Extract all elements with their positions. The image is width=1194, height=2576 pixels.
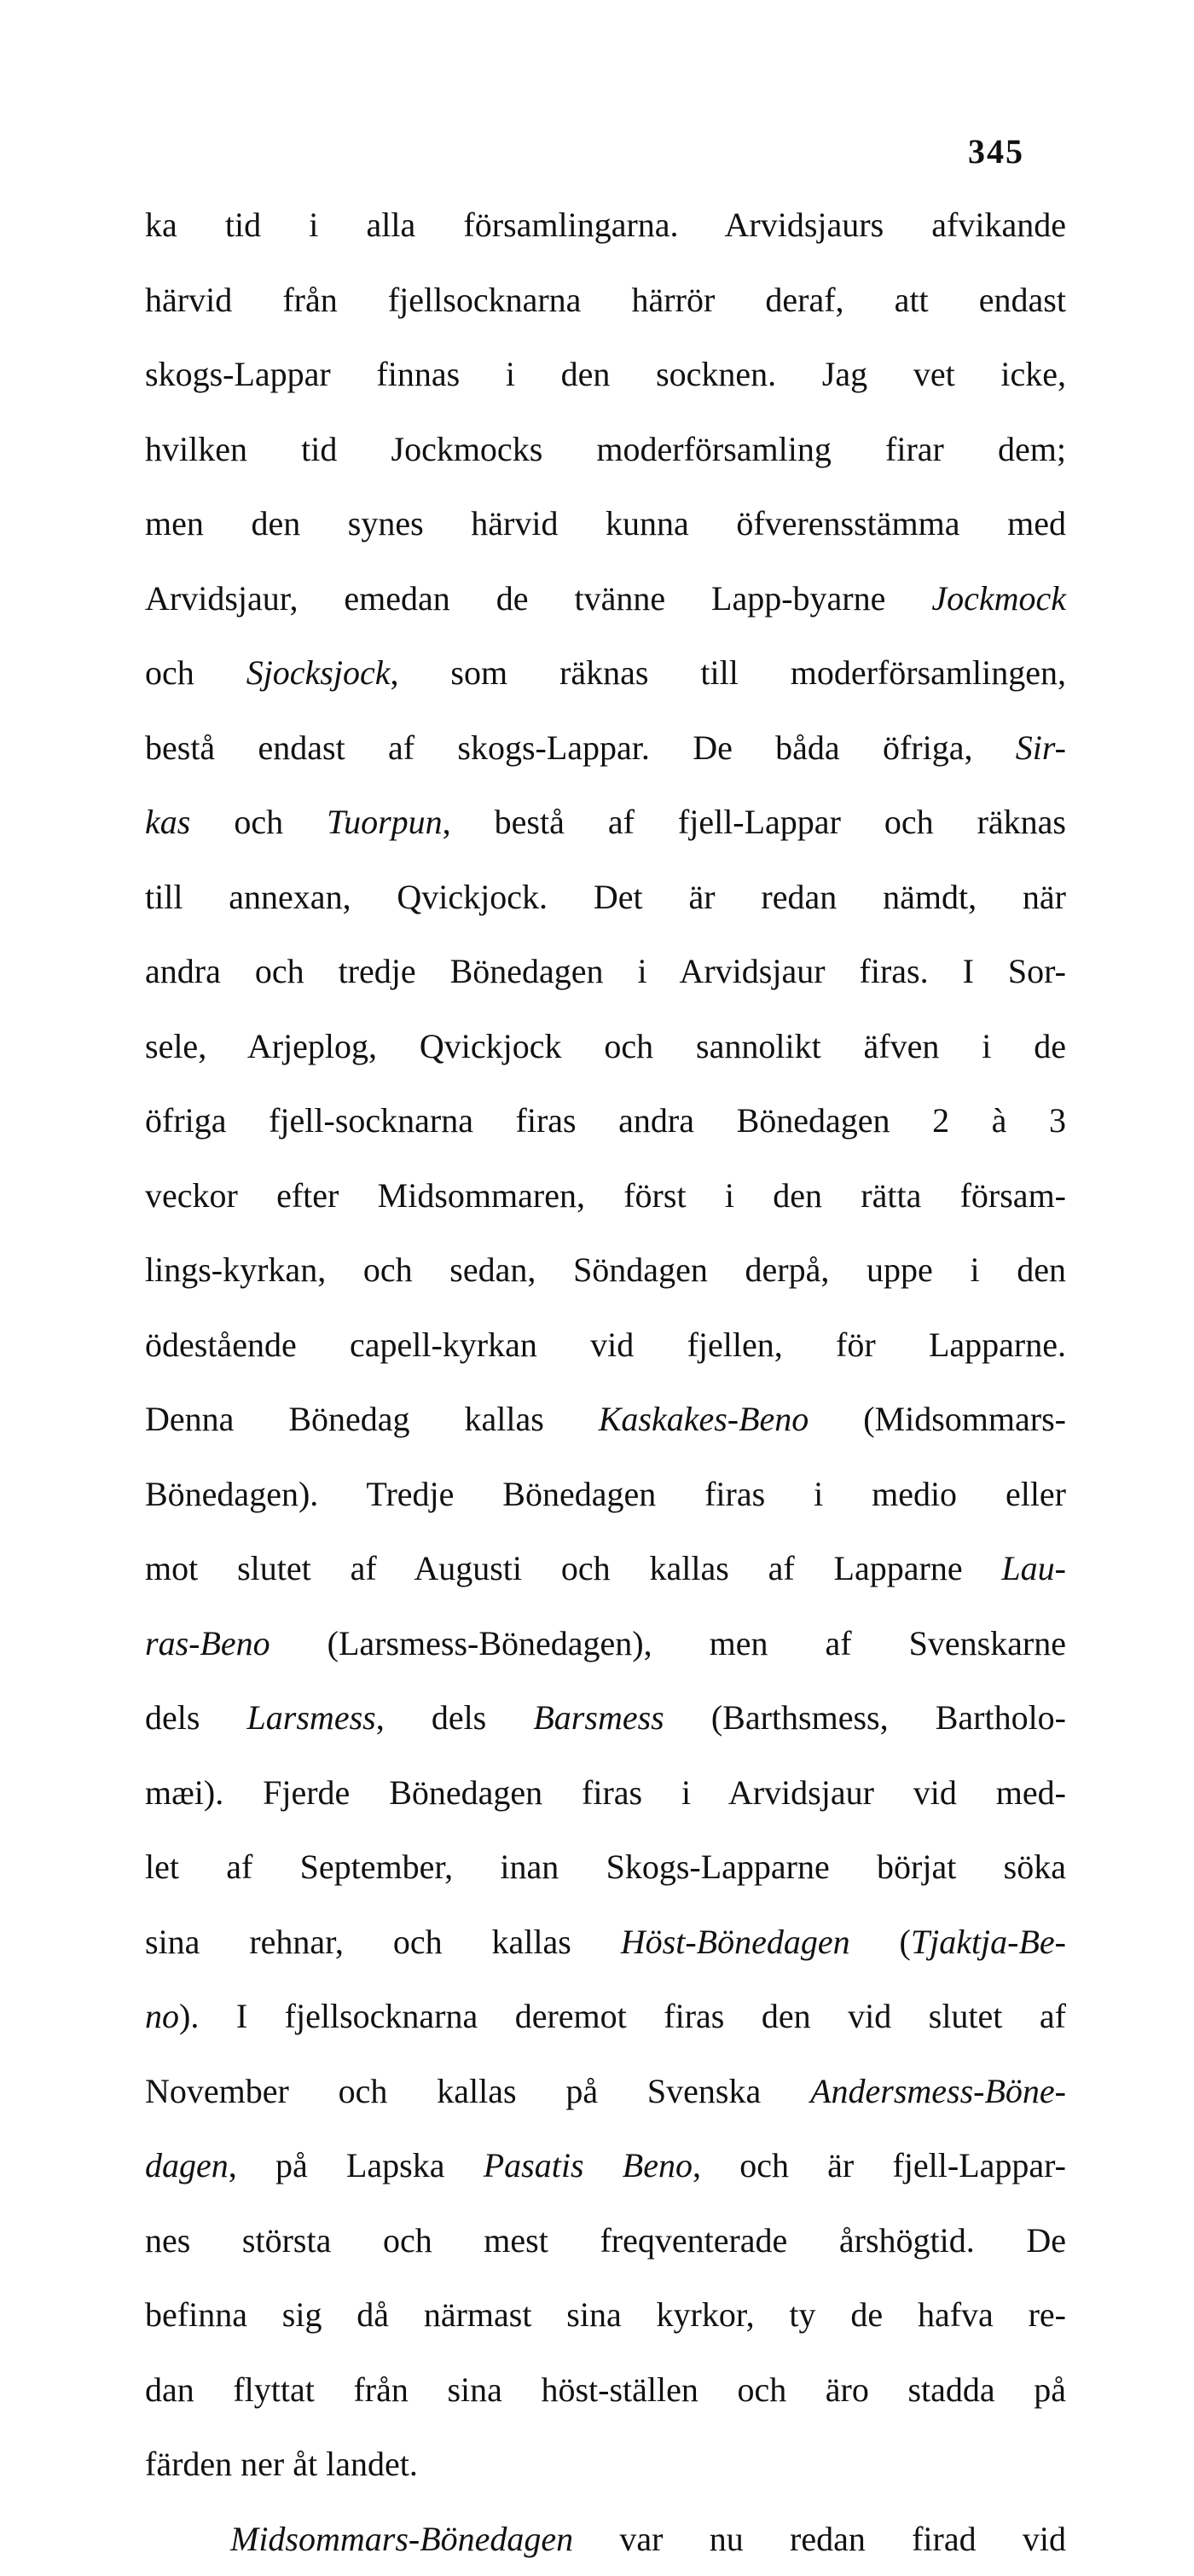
italic-term: Pasatis Beno [484,2146,693,2184]
text-run: nes största och mest freqventerade årshögtid. De [145,2221,1066,2260]
text-line [145,486,1066,561]
text-line [145,1009,1066,1084]
text-line [145,1457,1066,1532]
italic-term: Lau- [1001,1549,1066,1587]
text-line [145,635,1066,711]
page-number: 345 [968,131,1024,171]
text-run: färden ner åt landet. [145,2445,418,2483]
text-run: (Barthsmess, Bartholo- [664,1698,1066,1737]
text-run: och [190,803,327,841]
text-line [145,1606,1066,1681]
italic-term: Jockmock [931,579,1066,618]
text-run: veckor efter Midsommaren, först i den rätta försam- [145,1176,1066,1215]
text-run: skogs-Lappar finnas i den socknen. Jag vet icke, [145,355,1066,393]
text-line [145,2203,1066,2278]
text-line [145,188,1066,263]
text-line [145,1531,1066,1606]
text-line [145,561,1066,636]
italic-term: ras-Beno [145,1624,270,1662]
text-run: ( [850,1923,911,1961]
italic-term: Andersmess-Böne- [810,2072,1066,2110]
text-run: mæi). Fjerde Bönedagen firas i Arvidsjaur vid med- [145,1773,1066,1812]
italic-term: Höst-Bönedagen [621,1923,850,1961]
text-line [145,860,1066,935]
text-line [145,1755,1066,1830]
text-line [145,1905,1066,1980]
text-run: sina rehnar, och kallas [145,1923,621,1961]
text-run: ka tid i alla församlingarna. Arvidsjaurs afvikande [145,206,1066,244]
text-run: härvid från fjellsocknarna härrör deraf, att endast [145,281,1066,319]
italic-term: Larsmess [247,1698,376,1737]
text-run: let af September, inan Skogs-Lapparne börjat söka [145,1848,1066,1886]
text-run: dan flyttat från sina höst-ställen och äro stadda på [145,2370,1066,2409]
text-line [145,2427,1066,2502]
text-line [145,1830,1066,1905]
text-run: ödestående capell-kyrkan vid fjellen, för Lapparne. [145,1326,1066,1364]
text-line [145,337,1066,412]
text-run: dels [145,1698,247,1737]
text-run: ). I fjellsocknarna deremot firas den vid slutet af [179,1997,1066,2035]
text-line [145,1158,1066,1233]
text-run: bestå endast af skogs-Lappar. De båda öfriga, [145,728,1016,767]
text-line [145,2277,1066,2353]
italic-term: Kaskakes-Beno [599,1400,809,1438]
text-run: Arvidsjaur, emedan de tvänne Lapp-byarne [145,579,931,618]
text-line [145,1233,1066,1308]
text-run: men den synes härvid kunna öfverensstämma med [145,504,1066,542]
text-run: (Larsmess-Bönedagen), men af Svenskarne [270,1624,1066,1662]
text-run: hvilken tid Jockmocks moderförsamling firar dem; [145,430,1066,468]
text-run: , bestå af fjell-Lappar och räknas [443,803,1066,841]
text-run: , dels [376,1698,534,1737]
text-line [145,263,1066,338]
text-run: November och kallas på Svenska [145,2072,810,2110]
text-line [145,2054,1066,2129]
text-line [145,1680,1066,1755]
text-run: lings-kyrkan, och sedan, Söndagen derpå, uppe i den [145,1250,1066,1289]
text-run: öfriga fjell-socknarna firas andra Bönedagen 2 à 3 [145,1101,1066,1140]
text-run: var nu redan firad vid [573,2520,1066,2558]
text-run: , på Lapska [229,2146,484,2184]
italic-term: Midsommars-Bönedagen [230,2520,573,2558]
italic-term: Sjocksjock [246,653,391,692]
text-run: , som räknas till moderförsamlingen, [391,653,1066,692]
text-line [145,1083,1066,1158]
text-run: och [145,653,246,692]
text-run: mot slutet af Augusti och kallas af Lapparne [145,1549,1001,1587]
text-line [145,412,1066,487]
text-line [145,1979,1066,2054]
text-line [145,1382,1066,1457]
text-line [145,2353,1066,2428]
text-run: , och är fjell-Lappar- [693,2146,1066,2184]
text-line [145,934,1066,1009]
text-run: Bönedagen). Tredje Bönedagen firas i medio eller [145,1475,1066,1513]
text-line [145,711,1066,786]
italic-term: dagen [145,2146,229,2184]
text-line [145,2128,1066,2203]
italic-term: no [145,1997,179,2035]
text-run: andra och tredje Bönedagen i Arvidsjaur firas. I Sor- [145,952,1066,990]
text-run: befinna sig då närmast sina kyrkor, ty de hafva re- [145,2295,1066,2334]
italic-term: Sir- [1016,728,1066,767]
italic-term: kas [145,803,190,841]
body-text [145,188,1066,2576]
text-line [145,2502,1066,2576]
italic-term: Tjaktja-Be- [911,1923,1066,1961]
text-run: sele, Arjeplog, Qvickjock och sannolikt äfven i de [145,1027,1066,1065]
italic-term: Barsmess [533,1698,664,1737]
text-line [145,1308,1066,1383]
text-line [145,785,1066,860]
text-run: (Midsommars- [809,1400,1066,1438]
text-run: till annexan, Qvickjock. Det är redan nämdt, när [145,878,1066,916]
text-run: Denna Bönedag kallas [145,1400,599,1438]
italic-term: Tuorpun [327,803,443,841]
